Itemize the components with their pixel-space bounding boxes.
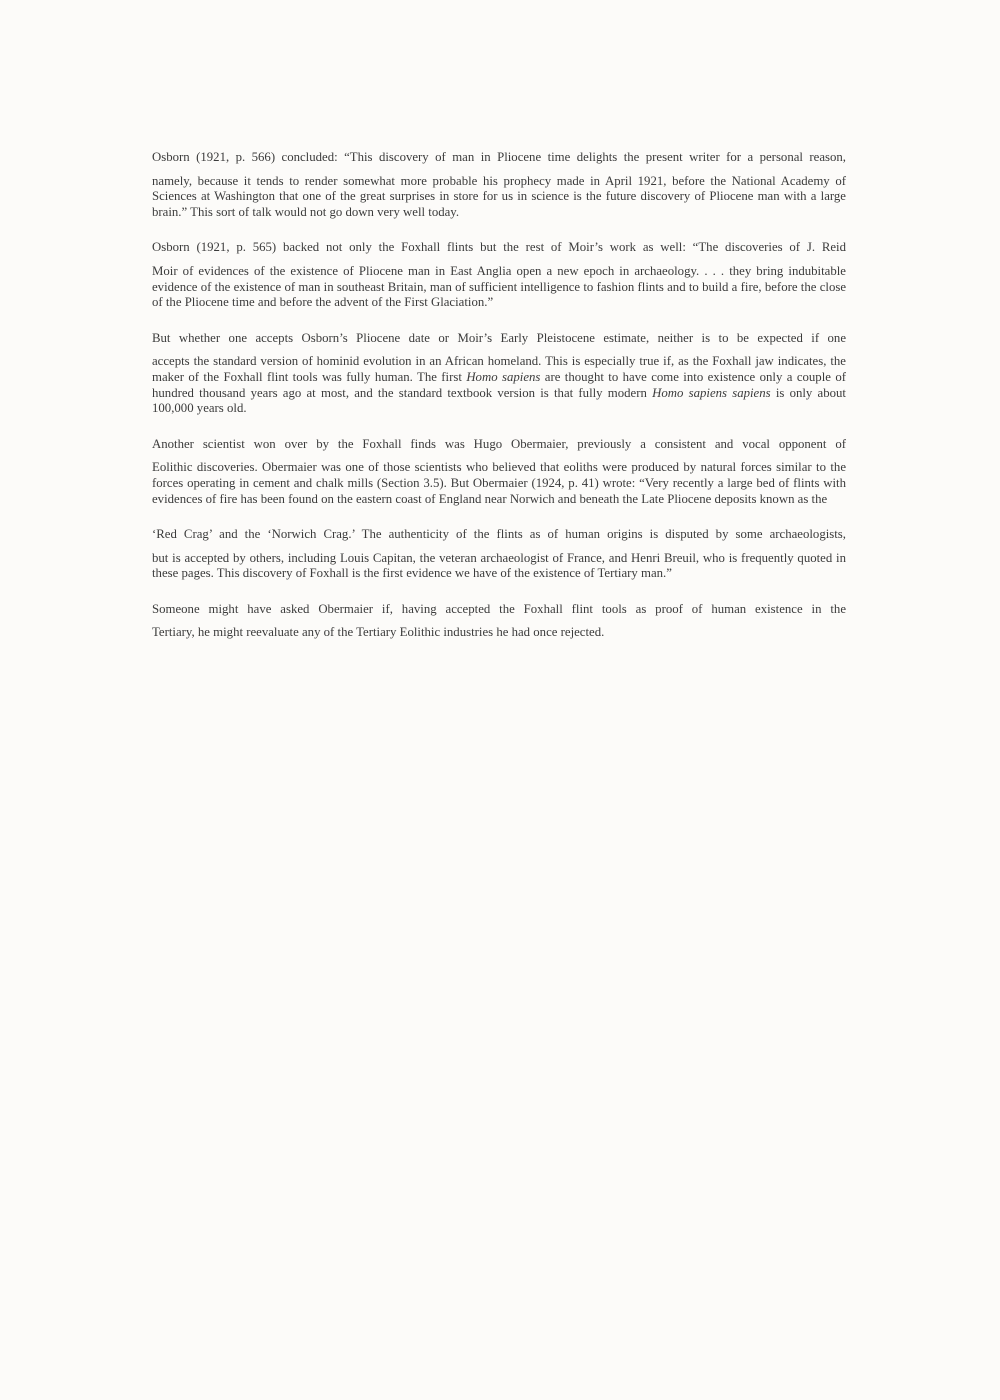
text-segment: is only about 100,000 years old. bbox=[152, 385, 846, 416]
paragraph-body bbox=[152, 460, 846, 507]
text-segment: namely, because it tends to render somewhat more probable his prophecy made in April 1921, before the National Academy of Sciences at Washington that one of the great surprises in store for us in science is the future discovery of Pliocene man with a large brain.” This sort of talk would not go down very well today. bbox=[152, 173, 846, 219]
paragraph-lead-line: But whether one accepts Osborn’s Pliocene date or Moir’s Early Pleistocene estimate, neither is to be expected if one bbox=[152, 330, 846, 345]
paragraph-body bbox=[152, 551, 846, 582]
text-segment: Eolithic discoveries. Obermaier was one of those scientists who believed that eoliths were produced by natural forces similar to the forces operating in cement and chalk mills (Section 3.5). But Obermaier (1924, p. 41) wrote: “Very recently a large bed of flints with evidences of fire has been found on the eastern coast of England near Norwich and beneath the Late Pliocene deposits known as the bbox=[152, 460, 846, 506]
text-segment: but is accepted by others, including Louis Capitan, the veteran archaeologist of France, and Henri Breuil, who is frequently quoted in these pages. This discovery of Foxhall is the first evidence we have of the existence of Tertiary man.” bbox=[152, 550, 846, 581]
text-segment: accepts the standard version of hominid evolution in an African homeland. This is especially true if, as the Foxhall jaw indicates, the maker of the Foxhall flint tools was fully human. The first bbox=[152, 354, 846, 384]
paragraph-body bbox=[152, 354, 846, 416]
paragraph bbox=[152, 437, 846, 507]
text-segment: Moir of evidences of the existence of Pliocene man in East Anglia open a new epoch in archaeology. . . . they bring indubitable evidence of the existence of man in southeast Britain, man of sufficient intelligence to fashion flints and to build a fire, before the close of the Pliocene time and before the advent of the First Glaciation.” bbox=[152, 263, 846, 310]
paragraph bbox=[152, 240, 846, 310]
paragraph-lead-line: Another scientist won over by the Foxhall finds was Hugo Obermaier, previously a consistent and vocal opponent of bbox=[152, 436, 846, 451]
paragraph bbox=[152, 527, 846, 582]
page-text-block bbox=[152, 150, 846, 661]
paragraph bbox=[152, 331, 846, 417]
italic-text-segment: Homo sapiens sapiens bbox=[652, 385, 771, 400]
text-segment: are thought to have come into existence only a couple of hundred thousand years ago at most, and the standard textbook version is that fully modern bbox=[152, 369, 846, 400]
text-segment: Tertiary, he might reevaluate any of the Tertiary Eolithic industries he had once rejected. bbox=[152, 625, 605, 640]
paragraph bbox=[152, 602, 846, 641]
paragraph-lead-line: Osborn (1921, p. 566) concluded: “This discovery of man in Pliocene time delights the present writer for a personal reason, bbox=[152, 150, 846, 164]
paragraph-lead-line: ‘Red Crag’ and the ‘Norwich Crag.’ The authenticity of the flints as of human origins is disputed by some archaeologists, bbox=[152, 527, 846, 542]
italic-text-segment: Homo sapiens bbox=[466, 369, 541, 384]
paragraph-lead-line: Someone might have asked Obermaier if, having accepted the Foxhall flint tools as proof of human existence in the bbox=[152, 601, 846, 616]
paragraph-body bbox=[152, 264, 846, 311]
paragraph-lead-line: Osborn (1921, p. 565) backed not only the Foxhall flints but the rest of Moir’s work as well: “The discoveries of J. Reid bbox=[152, 240, 846, 255]
paragraph bbox=[152, 150, 846, 220]
paragraph-body bbox=[152, 174, 846, 221]
paragraph-body bbox=[152, 625, 846, 641]
